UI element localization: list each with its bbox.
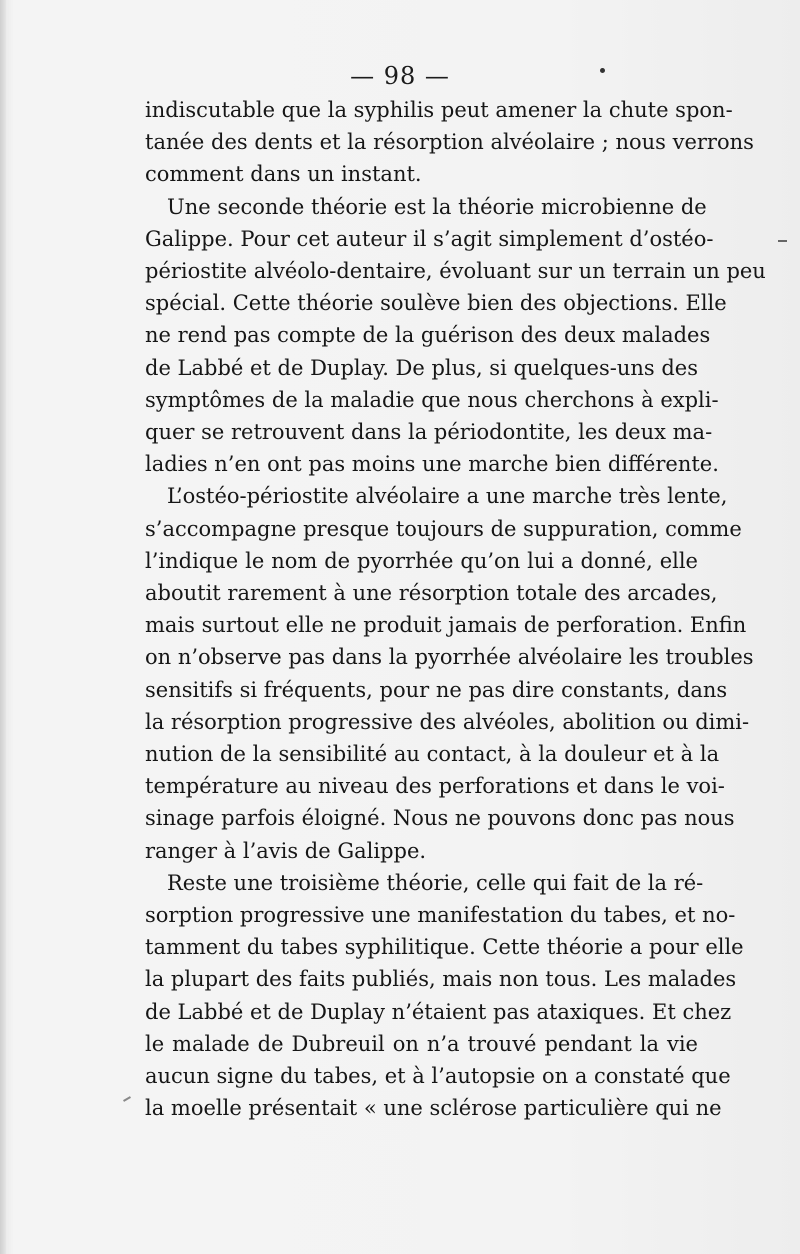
text-line: ladies n’en ont pas moins une marche bien différente. (145, 452, 719, 477)
text-line: Une seconde théorie est la théorie microbienne de (167, 194, 707, 219)
margin-mark (778, 240, 787, 242)
text-line: le malade de Dubreuil on n’a trouvé pendant la vie (145, 1031, 698, 1056)
page-binding-shadow (0, 0, 6, 1254)
text-line: s’accompagne presque toujours de suppuration, comme (145, 516, 742, 541)
text-line: sensitifs si fréquents, pour ne pas dire constants, dans (145, 677, 728, 702)
text-line: tanée des dents et la résorption alvéolaire ; nous verrons (145, 130, 754, 155)
text-line: sinage parfois éloigné. Nous ne pouvons donc pas nous (145, 806, 735, 831)
text-line: ne rend pas compte de la guérison des deux malades (145, 323, 711, 348)
text-line: Galippe. Pour cet auteur il s’agit simplement d’ostéo- (145, 226, 714, 251)
text-line: mais surtout elle ne produit jamais de perforation. Enfin (145, 613, 747, 638)
text-line: L’ostéo-périostite alvéolaire a une marche très lente, (167, 484, 728, 509)
text-line: indiscutable que la syphilis peut amener la chute spon- (145, 98, 733, 122)
text-line: on n’observe pas dans la pyorrhée alvéolaire les troubles (145, 645, 754, 670)
text-line: la moelle présentait « une sclérose particulière qui ne (145, 1096, 722, 1121)
margin-mark-left (123, 1096, 131, 1102)
text-line: spécial. Cette théorie soulève bien des objections. Elle (145, 291, 727, 316)
text-line: sorption progressive une manifestation du tabes, et no- (145, 903, 736, 928)
text-line: de Labbé et de Duplay n’étaient pas ataxiques. Et chez (145, 999, 732, 1024)
text-line: Reste une troisième théorie, celle qui fait de la ré- (167, 870, 704, 895)
text-line: ranger à l’avis de Galippe. (145, 838, 427, 863)
text-line: quer se retrouvent dans la périodontite, les deux ma- (145, 420, 713, 445)
text-line: périostite alvéolo-dentaire, évoluant sur un terrain un peu (145, 259, 766, 284)
text-line: comment dans un instant. (145, 162, 422, 187)
text-line: symptômes de la maladie que nous cherchons à expli- (145, 387, 719, 412)
text-line: l’indique le nom de pyorrhée qu’on lui a donné, elle (145, 548, 698, 573)
text-line: tamment du tabes syphilitique. Cette théorie a pour elle (145, 935, 744, 960)
text-line: température au niveau des perforations et dans le voi- (145, 774, 725, 799)
text-line: la résorption progressive des alvéoles, abolition ou dimi- (145, 709, 750, 734)
body-text (145, 94, 766, 1125)
ink-speck (600, 68, 605, 73)
text-line: aucun signe du tabes, et à l’autopsie on a constaté que (145, 1064, 731, 1089)
text-line: la plupart des faits publiés, mais non tous. Les malades (145, 967, 737, 992)
page-number: — 98 — (350, 62, 450, 90)
text-line: aboutit rarement à une résorption totale des arcades, (145, 581, 718, 606)
text-line: de Labbé et de Duplay. De plus, si quelques-uns des (145, 355, 699, 380)
text-line: nution de la sensibilité au contact, à la douleur et à la (145, 742, 720, 767)
